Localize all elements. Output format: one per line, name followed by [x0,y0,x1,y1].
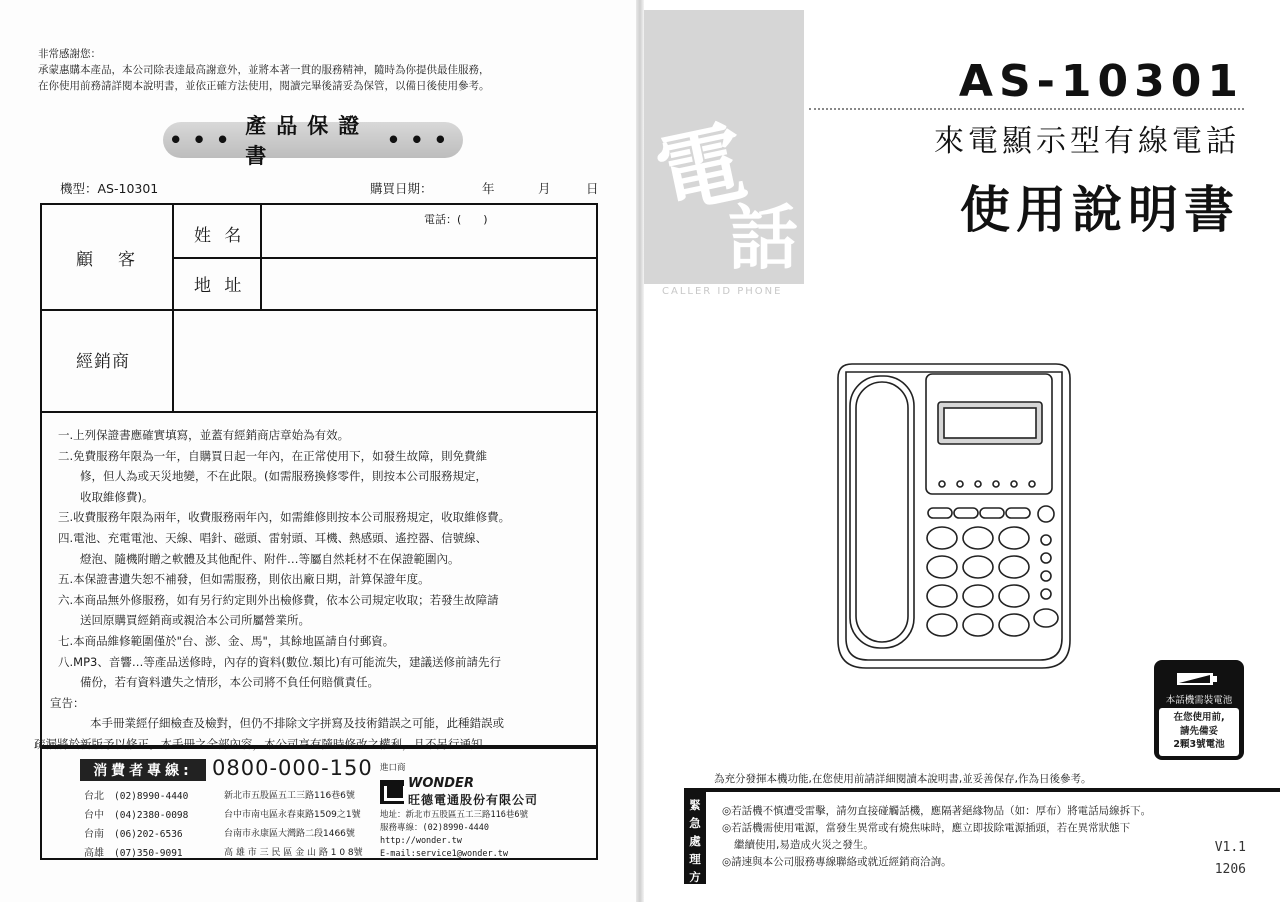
table-divider [172,257,598,259]
phone-label: 電話：( ) [424,213,488,226]
term-line: 收取維修費)。 [80,489,154,504]
version-info [1215,837,1246,881]
term-line: 二.免費服務年限為一年，自購買日起一年內，在正常使用下，如發生故障，則免費維 [58,448,488,463]
importer-block [380,762,590,860]
emergency-instructions [722,803,1151,871]
branch-address: 台南市永康區大灣路二段1466號 [224,829,355,839]
phone-illustration [834,356,1074,672]
manual-title: 使用說明書 [960,181,1240,239]
book-spine [636,0,644,902]
decor-dots: ••• [169,128,240,152]
cover-graphic-panel [644,10,804,284]
model-label: 機型：AS-10301 [60,181,159,196]
term-line: 四.電池、充電電池、天線、唱針、磁頭、雷射頭、耳機、熱感頭、遙控器、信號線、 [58,530,488,545]
version-number: V1.1 [1214,840,1246,855]
emergency-line: 繼續使用,易造成火災之發生。 [734,839,874,851]
battery-note-line: 請先備妥 [1179,725,1218,737]
right-page-cover [644,0,1280,902]
emergency-tag-char: 理 [689,852,701,866]
emergency-tag-char: 方 [689,870,701,884]
declaration-line: 疏漏將於新版予以修正。本手冊之全部內容，本公司享有隨時修改之權利，且不另行通知 [34,736,483,751]
intro-line: 非常感謝您： [38,48,101,60]
battery-caption: 本話機需裝電池 [1165,695,1233,706]
declaration-label: 宣告： [50,695,85,710]
importer-label: 進口商 [380,763,406,773]
emergency-line: ◎若話機不慎遭受雷擊，請勿直接碰觸話機，應隔著絕緣物品（如：厚布）將電話局線拆下。 [722,805,1152,817]
warranty-terms [34,425,598,755]
pill-keys [928,506,1054,522]
section-divider [684,788,1280,792]
model-title: AS-10301 [958,56,1244,107]
brand-name-en: WONDER [408,776,474,791]
brand-text [408,776,538,808]
dealer-label: 經銷商 [76,352,130,372]
function-keys [939,481,1035,487]
term-line: 七.本商品維修範圍僅於"台、澎、金、馬"，其餘地區請自付郵資。 [58,633,395,648]
date-year: 年 [482,181,495,196]
brand-row [380,776,590,808]
emergency-tag-char: 處 [689,834,701,848]
branch-city: 台南 [84,829,104,840]
branch-city: 台北 [84,791,104,802]
product-subtitle: 來電顯示型有線電話 [934,124,1240,159]
emergency-tag-char: 急 [689,816,701,830]
decor-dots: ••• [386,128,457,152]
importer-address: 地址：新北市五股區五工三路116巷6號 [380,810,528,820]
branch-phone: (04)2380-0098 [114,810,189,821]
branch-city: 台中 [84,810,104,821]
term-line: 備份，若有資料遺失之情形，本公司將不負任何賠償責任。 [80,675,379,690]
customer-label: 顧 客 [76,250,139,270]
branch-row [84,825,363,844]
cover-char-2: 話 [728,196,798,279]
term-line: 六.本商品無外修服務，如有另行約定則外出檢修費，依本公司規定收取；若發生故障請 [58,592,499,607]
battery-icon [1176,670,1218,688]
side-keys [1034,535,1058,627]
intro-text [38,46,618,94]
left-page-warranty [0,0,636,902]
declaration-line: 本手冊業經仔細檢查及檢對，但仍不排除文字拼寫及技術錯誤之可能，此種錯誤或 [90,716,504,731]
hotline-number: 0800-000-150 [212,756,373,780]
branch-row [84,844,363,863]
date-month: 月 [538,181,551,196]
lcd-window [944,408,1036,438]
battery-notice-badge [1154,660,1244,760]
battery-note-line: 在您使用前, [1173,712,1225,723]
name-label: 姓 名 [194,226,246,246]
warranty-title-banner [163,114,463,168]
wonder-logo-icon [380,780,404,804]
emergency-tag-char: 緊 [689,798,701,812]
term-line: 修，但人為或天災地變，不在此限。(如需服務換修零件，則按本公司服務規定， [80,469,487,484]
battery-note-line: 2顆3號電池 [1173,739,1225,750]
branch-phone: (02)8990-4440 [114,791,189,802]
emergency-tag [684,792,706,902]
keypad [927,527,1029,636]
purchase-date-row [370,179,599,197]
intro-line: 承蒙惠購本產品，本公司除表達最高謝意外，並將本著一貫的服務精神，隨時為你提供最佳服務， [38,64,490,76]
warranty-title: 產品保證書 [245,114,370,168]
date-day: 日 [586,181,599,196]
version-date: 1206 [1214,862,1246,877]
caller-id-text: CALLER ID PHONE [662,286,783,297]
branch-phone: (06)202-6536 [114,829,183,840]
battery-note [1159,708,1239,756]
emergency-line: ◎請速與本公司服務專線聯絡或就近經銷商洽詢。 [722,856,952,868]
purchase-date-label: 購買日期： [370,181,433,196]
branch-phone: (07)350-9091 [114,848,183,859]
branch-address: 台中市南屯區永春東路1509之1號 [224,810,361,820]
brand-name-zh: 旺德電通股份有限公司 [408,793,539,807]
term-line: 五.本保證書遺失恕不補發，但如需服務，則依出廠日期，計算保證年度。 [58,572,430,587]
branch-row [84,806,363,825]
term-line: 八.MP3、音響…等產品送修時，內存的資料(數位.類比)有可能流失，建議送修前請先行 [58,654,501,669]
address-label: 地 址 [194,276,246,296]
term-line: 三.收費服務年限為兩年，收費服務兩年內，如需維修則按本公司服務規定，收取維修費。 [58,510,511,525]
branch-city: 高雄 [84,848,104,859]
dotted-divider [809,108,1244,110]
usage-notice: 為充分發揮本機功能,在您使用前請詳細閱讀本說明書,並妥善保存,作為日後參考。 [714,773,1092,785]
table-divider [42,309,598,311]
handset-inner [856,382,908,642]
emergency-tag-char: 法 [689,888,701,902]
branch-address: 高 雄 市 三 民 區 金 山 路 1 0 8號 [224,848,363,858]
term-line: 一.上列保證書應確實填寫，並蓋有經銷商店章始為有效。 [58,428,350,442]
importer-email: E-mail:service1@wonder.tw [380,849,508,859]
handset-icon [850,376,914,648]
branch-list [84,787,363,863]
warranty-form-table [40,203,598,413]
importer-service: 服務專線：(02)8990-4440 [380,823,490,833]
importer-web: http://wonder.tw [380,836,462,846]
term-line: 燈泡、隨機附贈之軟體及其他配件、附件…等屬自然耗材不在保證範圍內。 [80,551,460,566]
branch-row [84,787,363,806]
branch-address: 新北市五股區五工三路116巷6號 [224,791,355,801]
intro-line: 在你使用前務請詳閱本說明書，並依正確方法使用，閱讀完畢後請妥為保管，以備日後使用參考。 [38,80,490,92]
emergency-line: ◎若話機需使用電源，當發生異常或有燒焦味時，應立即拔除電源插頭，若在異常狀態下 [722,822,1131,834]
term-line: 送回原購買經銷商或親洽本公司所屬營業所。 [80,613,310,628]
table-divider [172,309,174,413]
hotline-label: 消費者專線: [80,759,206,781]
cover-char-1: 電 [647,108,756,229]
